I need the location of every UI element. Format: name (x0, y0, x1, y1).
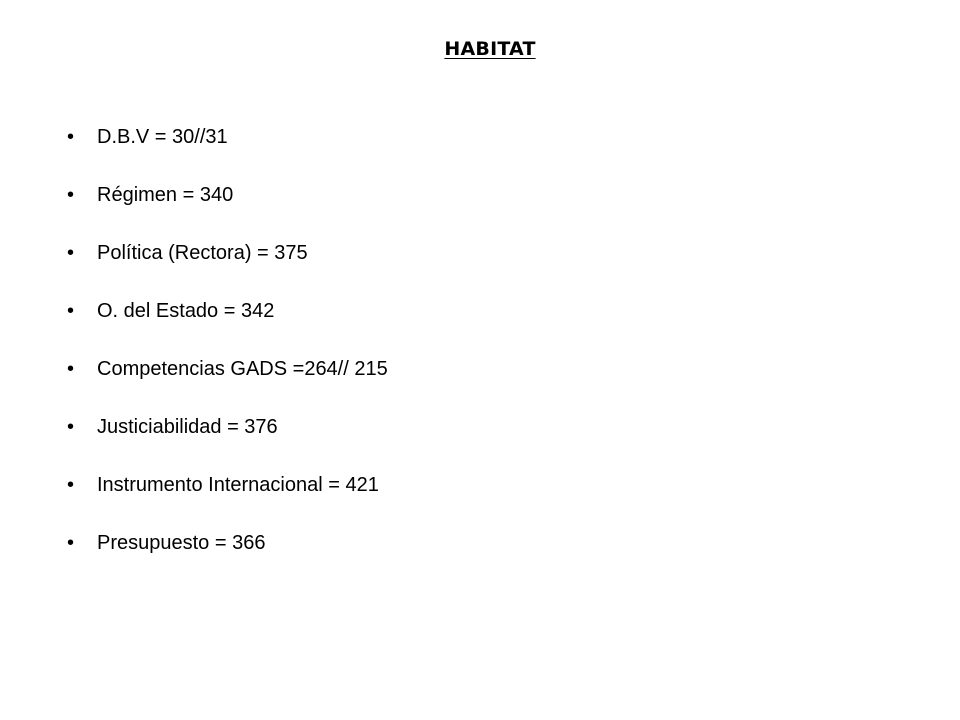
bullet-text: Competencias GADS =264// 215 (97, 358, 388, 380)
bullet-icon: • (67, 358, 75, 380)
bullet-icon: • (67, 242, 75, 264)
bullet-item-politica (67, 224, 388, 282)
bullet-text: Presupuesto = 366 (97, 532, 266, 554)
bullet-item-dbv (67, 108, 388, 166)
bullet-text: O. del Estado = 342 (97, 300, 275, 322)
bullet-icon: • (67, 184, 75, 206)
slide-title: HABITAT (444, 38, 536, 60)
bullet-text: Política (Rectora) = 375 (97, 242, 308, 264)
bullet-item-regimen (67, 166, 388, 224)
bullet-text: Justiciabilidad = 376 (97, 416, 278, 438)
bullet-item-justiciabilidad (67, 398, 388, 456)
bullet-text: D.B.V = 30//31 (97, 126, 228, 148)
bullet-icon: • (67, 416, 75, 438)
bullet-list (67, 108, 388, 572)
bullet-icon: • (67, 474, 75, 496)
bullet-item-instrumento-internacional (67, 456, 388, 514)
bullet-item-organizacion-estado (67, 282, 388, 340)
bullet-icon: • (67, 532, 75, 554)
bullet-item-presupuesto (67, 514, 388, 572)
bullet-item-competencias-gads (67, 340, 388, 398)
bullet-text: Régimen = 340 (97, 184, 234, 206)
bullet-text: Instrumento Internacional = 421 (97, 474, 379, 496)
bullet-icon: • (67, 126, 75, 148)
bullet-icon: • (67, 300, 75, 322)
